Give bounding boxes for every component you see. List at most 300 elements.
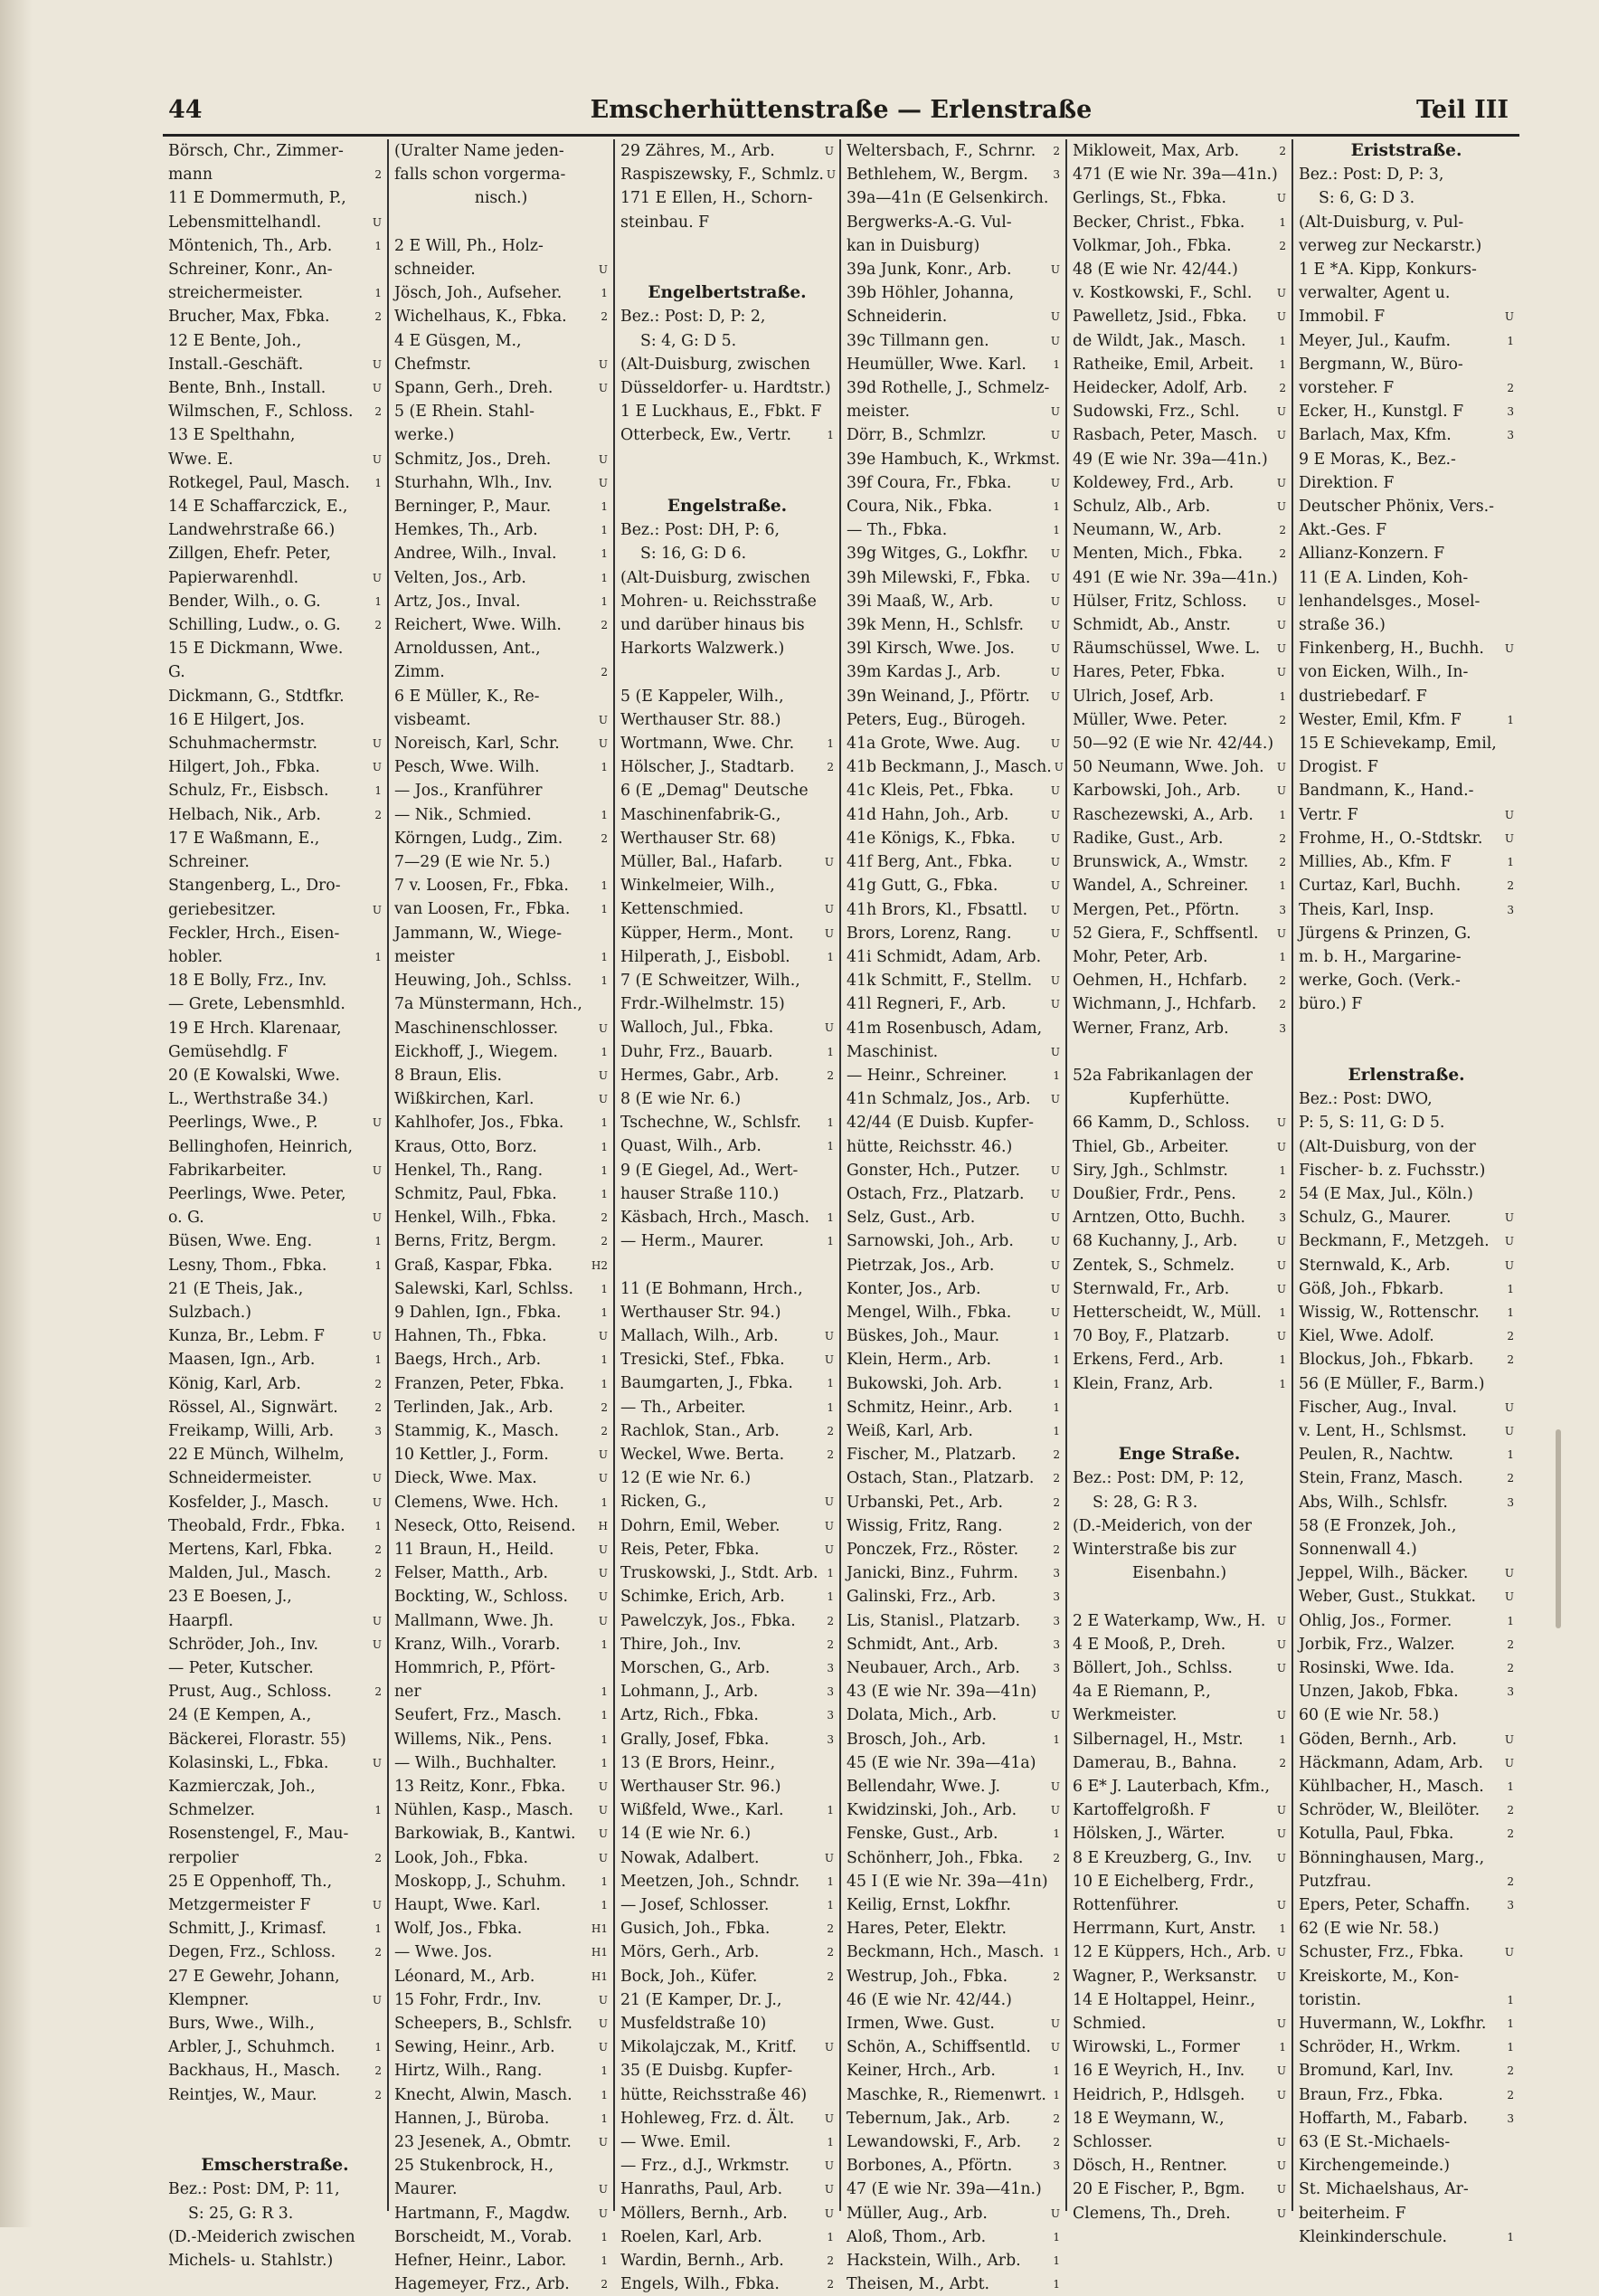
entry-line (1299, 2059, 1514, 2083)
entry-line (394, 2059, 608, 2083)
entry-text: Thire, Joh., Inv. (620, 1635, 742, 1654)
floor-marker: U (598, 2183, 608, 2196)
entry-line (168, 1372, 382, 1396)
floor-marker: U (1050, 831, 1060, 845)
floor-marker: 2 (374, 1946, 382, 1959)
entry-text: Weber, Gust., Stukkat. (1299, 1588, 1477, 1607)
entry-line (1073, 1870, 1286, 1893)
entry-line (394, 1396, 608, 1419)
street-heading (620, 281, 834, 305)
entry-text: Degen, Frz., Schloss. (168, 1943, 336, 1962)
floor-marker: 1 (827, 1804, 834, 1817)
entry-line (394, 1466, 608, 1490)
floor-marker: U (1054, 761, 1064, 774)
floor-marker: U (1050, 1780, 1060, 1794)
floor-marker: U (824, 1519, 834, 1532)
floor-marker: 2 (1507, 382, 1514, 395)
floor-marker: 1 (1279, 808, 1286, 821)
entry-text: Jeppel, Wilh., Bäcker. (1299, 1564, 1469, 1583)
entry-line (394, 1254, 608, 1277)
floor-marker: U (1276, 642, 1286, 656)
entry-text: Otterbeck, Ew., Vertr. (620, 426, 791, 445)
entry-text: Wester, Emil, Kfm. F (1299, 710, 1462, 729)
entry-line (847, 423, 1060, 447)
entry-text: Fischer- b. z. Fuchsstr.) (1299, 1161, 1486, 1180)
entry-line (847, 613, 1060, 637)
entry-text: Vertr. F (1299, 805, 1358, 824)
entry-text: 60 (E wie Nr. 58.) (1299, 1706, 1440, 1725)
floor-marker: U (1050, 2041, 1060, 2054)
entry-text: Werthauser Str. 68) (620, 829, 777, 848)
floor-marker: U (1276, 1116, 1286, 1130)
floor-marker: 1 (374, 1922, 382, 1936)
entry-text: Winkelmeier, Wilh., (620, 877, 775, 896)
entry-line (168, 1229, 382, 1253)
entry-line (620, 803, 834, 827)
entry-text: Hölscher, J., Stadtarb. (620, 758, 795, 777)
floor-marker: U (1276, 1235, 1286, 1248)
floor-marker: U (598, 382, 608, 395)
entry-line (847, 922, 1060, 945)
entry-line (168, 1965, 382, 1988)
entry-text: Schröder, Joh., Inv. (168, 1635, 319, 1654)
floor-marker: 1 (1053, 2088, 1060, 2102)
floor-marker: U (824, 856, 834, 869)
floor-marker: U (1050, 619, 1060, 632)
entry-line (1073, 1159, 1286, 1182)
entry-text: 14 E Holtappel, Heinr., (1073, 1990, 1256, 2009)
entry-line (847, 685, 1060, 708)
entry-line (168, 1277, 382, 1301)
entry-text: 45 (E wie Nr. 39a—41a) (847, 1753, 1036, 1772)
spacer (620, 1253, 834, 1276)
floor-marker: U (1504, 1400, 1514, 1414)
entry-text: Fenske, Gust., Arb. (847, 1825, 998, 1844)
entry-line (847, 234, 1060, 258)
floor-marker: U (1276, 2064, 1286, 2078)
floor-marker: 1 (827, 2135, 834, 2149)
floor-marker: U (1276, 2136, 1286, 2149)
floor-marker: U (1504, 1567, 1514, 1580)
floor-marker: 1 (601, 1353, 608, 1367)
entry-text: Raschezewski, A., Arb. (1073, 805, 1254, 824)
entry-text: büro.) F (1299, 995, 1363, 1014)
spacer (1073, 1585, 1286, 1608)
entry-text: Möntenich, Th., Arb. (168, 236, 333, 255)
entry-text: 39m Kardas J., Arb. (847, 663, 1001, 682)
entry-text: 46 (E wie Nr. 42/44.) (847, 1990, 1012, 2009)
entry-text: Duhr, Frz., Bauarb. (620, 1042, 773, 1061)
entry-line (394, 423, 608, 447)
entry-line (847, 874, 1060, 897)
entry-text: Kiel, Wwe. Adolf. (1299, 1327, 1434, 1346)
entry-line (394, 992, 608, 1016)
entry-line (1073, 1229, 1286, 1253)
entry-line (168, 1348, 382, 1371)
floor-marker: 1 (827, 950, 834, 963)
entry-text: Borscheidt, M., Vorab. (394, 2227, 572, 2246)
entry-line (620, 1609, 834, 1633)
floor-marker: 2 (1507, 1661, 1514, 1675)
entry-text: Epers, Peter, Schaffn. (1299, 1896, 1471, 1914)
entry-text: Quast, Wilh., Arb. (620, 1137, 762, 1156)
entry-text: werke.) (394, 426, 455, 445)
entry-text: Rössel, Al., Signwärt. (168, 1398, 338, 1417)
entry-line (394, 1965, 608, 1988)
entry-text: 471 (E wie Nr. 39a—41n.) (1073, 166, 1278, 185)
entry-text: Sudowski, Frz., Schl. (1073, 403, 1240, 422)
entry-text: Silbernagel, H., Mstr. (1073, 1730, 1244, 1749)
entry-line (847, 1182, 1060, 1206)
entry-text: Seufert, Frz., Masch. (394, 1706, 563, 1725)
entry-line (168, 566, 382, 590)
entry-text: hobler. (168, 947, 223, 966)
entry-text: 7 v. Loosen, Fr., Fbka. (394, 877, 569, 896)
entry-text: Nowak, Adalbert. (620, 1848, 760, 1867)
entry-line (1073, 637, 1286, 660)
entry-text: 20 E Fischer, P., Bgm. (1073, 2180, 1245, 2199)
floor-marker: U (1050, 547, 1060, 561)
floor-marker: 3 (1053, 1662, 1060, 1675)
entry-line (394, 258, 608, 281)
entry-text: — Grete, Lebensmhld. (168, 995, 345, 1014)
entry-text: Sonnenwall 4.) (1299, 1540, 1417, 1559)
floor-marker: 2 (1507, 1804, 1514, 1817)
entry-text: verweg zur Neckarstr.) (1299, 236, 1482, 255)
street-heading (620, 495, 834, 518)
entry-text: Schmelzer. (168, 1801, 255, 1820)
floor-marker: U (1050, 2017, 1060, 2031)
entry-line (168, 1846, 382, 1870)
floor-marker: U (1050, 1211, 1060, 1225)
entry-line (847, 1229, 1060, 1253)
entry-line (847, 2202, 1060, 2225)
entry-line (1299, 1846, 1514, 1870)
entry-line (168, 1751, 382, 1775)
entry-line (847, 1870, 1060, 1893)
floor-marker: U (372, 215, 382, 229)
entry-line (394, 1111, 608, 1134)
entry-line (1299, 1822, 1514, 1845)
entry-line (1299, 1419, 1514, 1443)
entry-text: rerpolier (168, 1848, 239, 1867)
floor-marker: 3 (1053, 2159, 1060, 2173)
entry-text: Haarpfl. (168, 1611, 234, 1630)
entry-text: Schuster, Frz., Fbka. (1299, 1943, 1464, 1962)
entry-text: Kotulla, Paul, Fbka. (1299, 1825, 1454, 1844)
floor-marker: U (1504, 310, 1514, 324)
spacer (1299, 1017, 1514, 1040)
entry-line (168, 969, 382, 992)
entry-text: S: 28, G: R 3. (1093, 1493, 1198, 1512)
entry-text: Jürgens & Prinzen, G. (1299, 924, 1471, 943)
entry-line (168, 2035, 382, 2059)
entry-line (1073, 258, 1286, 281)
entry-line (1073, 1728, 1286, 1751)
entry-line (620, 2249, 834, 2272)
entry-text: Pawelletz, Jsid., Fbka. (1073, 308, 1247, 327)
entry-text: 12 (E wie Nr. 6.) (620, 1469, 752, 1488)
entry-line (847, 1633, 1060, 1656)
floor-marker: 1 (1279, 1732, 1286, 1746)
entry-text: Kolasinski, L., Fbka. (168, 1753, 329, 1772)
entry-text: Mohr, Peter, Arb. (1073, 947, 1208, 966)
entry-text: Bockting, W., Schloss. (394, 1588, 568, 1607)
entry-line (394, 518, 608, 542)
entry-line (1073, 1466, 1286, 1490)
entry-text: Hartmann, F., Magdw. (394, 2204, 571, 2223)
entry-text: m. b. H., Margarine- (1299, 947, 1462, 966)
floor-marker: U (1504, 831, 1514, 845)
entry-text: St. Michaelshaus, Ar- (1299, 2180, 1469, 2199)
entry-line (168, 708, 382, 732)
floor-marker: 1 (827, 737, 834, 750)
floor-marker: 2 (1053, 1448, 1060, 1462)
entry-text: Heidrich, P., Hdlsgeh. (1073, 2085, 1245, 2104)
entry-text: Hahnen, Th., Fbka. (394, 1327, 547, 1346)
entry-text: Neseck, Otto, Reisend. (394, 1516, 576, 1535)
floor-marker: 2 (1507, 1330, 1514, 1343)
entry-text: Ostach, Stan., Platzarb. (847, 1469, 1035, 1488)
entry-text: Akt.-Ges. F (1299, 521, 1387, 540)
entry-text: 48 (E wie Nr. 42/44.) (1073, 261, 1238, 280)
entry-line (620, 1277, 834, 1301)
floor-marker: 1 (827, 1400, 834, 1414)
entry-text: 2 E Waterkamp, Ww., H. (1073, 1611, 1266, 1630)
entry-line (1299, 518, 1514, 542)
entry-line (1073, 400, 1286, 423)
entry-text: Bäckerei, Florastr. 55) (168, 1730, 346, 1749)
floor-marker: U (372, 1637, 382, 1651)
floor-marker: 1 (1279, 879, 1286, 893)
street-name: Engelbertstraße. (648, 283, 807, 303)
entry-line (1073, 2202, 1286, 2225)
entry-line (1299, 898, 1514, 922)
page-binding-shadow (0, 0, 33, 2227)
entry-line (1073, 1656, 1286, 1680)
entry-line (1299, 2012, 1514, 2035)
entry-line (847, 1656, 1060, 1680)
floor-marker: 1 (1279, 1353, 1286, 1367)
floor-marker: 1 (1507, 1448, 1514, 1462)
entry-line (1299, 992, 1514, 1016)
entry-line (394, 874, 608, 897)
entry-line (1299, 1775, 1514, 1798)
entry-text: Ulrich, Josef, Arb. (1073, 687, 1215, 706)
entry-text: Fischer, Aug., Inval. (1299, 1398, 1457, 1417)
entry-line (847, 2225, 1060, 2249)
entry-line (1073, 305, 1286, 328)
entry-text: 39c Tillmann gen. (847, 331, 989, 350)
entry-line (1299, 1656, 1514, 1680)
entry-line (168, 1087, 382, 1111)
entry-text: Irmen, Wwe. Gust. (847, 2015, 995, 2034)
entry-text: Klempner. (168, 1990, 250, 2009)
floor-marker: 1 (601, 524, 608, 537)
floor-marker: U (1276, 1851, 1286, 1864)
street-heading (1299, 139, 1514, 163)
floor-marker: U (1504, 1756, 1514, 1769)
entry-text: 4 E Mooß, P., Dreh. (1073, 1635, 1226, 1654)
street-name: Engelstraße. (667, 496, 788, 516)
floor-marker: 1 (827, 429, 834, 442)
entry-line (394, 329, 608, 353)
entry-text: Chefmstr. (394, 355, 472, 374)
floor-marker: 1 (601, 594, 608, 608)
entry-line (1073, 1775, 1286, 1798)
entry-line (394, 2012, 608, 2035)
entry-text: Terlinden, Jak., Arb. (394, 1398, 554, 1417)
entry-text: Koldewey, Frd., Arb. (1073, 473, 1235, 492)
entry-line (394, 1585, 608, 1608)
entry-text: Dösch, H., Rentner. (1073, 2157, 1227, 2176)
entry-text: Schönherr, Joh., Fbka. (847, 1848, 1024, 1867)
entry-line (168, 1561, 382, 1585)
floor-marker: 2 (601, 310, 608, 324)
entry-line (1073, 139, 1286, 163)
entry-text: Mörs, Gerh., Arb. (620, 1943, 760, 1962)
entry-text: Brors, Lorenz, Rang. (847, 924, 1012, 943)
entry-line (1073, 1561, 1286, 1585)
floor-marker: U (372, 1163, 382, 1177)
entry-line (394, 1419, 608, 1443)
entry-line (1073, 1064, 1286, 1087)
entry-line (394, 969, 608, 992)
entry-text: Mohren- u. Reichsstraße (620, 592, 817, 611)
floor-marker: U (1504, 1258, 1514, 1272)
floor-marker: U (1504, 808, 1514, 821)
entry-text: verwalter, Agent u. (1299, 284, 1451, 303)
floor-marker: 2 (374, 1685, 382, 1699)
entry-line (1299, 732, 1514, 755)
entry-line (1073, 613, 1286, 637)
entry-text: meister. (847, 403, 911, 422)
entry-line (620, 708, 834, 732)
entry-line (1299, 471, 1514, 495)
entry-text: 9 E Moras, K., Bez.- (1299, 450, 1456, 469)
entry-text: Wißfeld, Wwe., Karl. (620, 1801, 784, 1820)
floor-marker: U (1050, 310, 1060, 324)
entry-line (847, 637, 1060, 660)
floor-marker: U (598, 1780, 608, 1793)
entry-text: vorsteher. F (1299, 379, 1395, 398)
entry-text: Westrup, Joh., Fbka. (847, 1967, 1008, 1986)
floor-marker: U (598, 1472, 608, 1485)
entry-line (168, 281, 382, 305)
entry-line (1073, 1277, 1286, 1301)
entry-text: Millies, Ab., Kfm. F (1299, 853, 1452, 872)
entry-line (168, 1680, 382, 1703)
floor-marker: U (598, 357, 608, 371)
entry-text: Dieck, Wwe. Max. (394, 1469, 537, 1488)
floor-marker: 2 (601, 1235, 608, 1248)
entry-text: 7a Münstermann, Hch., (394, 995, 582, 1014)
entry-line (168, 2202, 382, 2225)
floor-marker: U (372, 1614, 382, 1627)
entry-text: Karbowski, Joh., Arb. (1073, 782, 1241, 801)
floor-marker: U (372, 1495, 382, 1509)
entry-line (847, 2012, 1060, 2035)
entry-line (1299, 305, 1514, 328)
entry-line (847, 1609, 1060, 1633)
entry-line (168, 1159, 382, 1182)
floor-marker: 2 (1053, 2111, 1060, 2125)
entry-line (620, 874, 834, 897)
floor-marker: 2 (374, 405, 382, 419)
entry-text: Léonard, M., Arb. (394, 1967, 535, 1986)
floor-marker: U (1276, 594, 1286, 608)
entry-line (847, 2035, 1060, 2059)
entry-text: Meyer, Jul., Kaufm. (1299, 331, 1451, 350)
floor-marker: 1 (1053, 1946, 1060, 1959)
entry-line (620, 1087, 834, 1111)
entry-line (847, 1277, 1060, 1301)
entry-line (1073, 163, 1286, 186)
entry-text: Göß, Joh., Fbkarb. (1299, 1279, 1444, 1298)
entry-line (168, 1893, 382, 1917)
page-header (163, 96, 1519, 132)
entry-line (1073, 922, 1286, 945)
entry-line (394, 1538, 608, 1561)
floor-marker: 3 (1279, 903, 1286, 916)
entry-text: S: 25, G: R 3. (188, 2204, 294, 2223)
entry-line (1299, 803, 1514, 827)
entry-line (620, 1348, 834, 1371)
entry-text: — Th., Fbka. (847, 521, 948, 540)
entry-line (620, 376, 834, 400)
entry-line (1073, 803, 1286, 827)
entry-text: Papierwarenhdl. (168, 568, 299, 587)
street-name: Eriststraße. (1350, 141, 1462, 160)
floor-marker: 2 (1507, 1472, 1514, 1485)
entry-line (1073, 1087, 1286, 1111)
floor-marker: U (1504, 1235, 1514, 1248)
entry-line (394, 542, 608, 565)
entry-line (394, 471, 608, 495)
entry-line (168, 732, 382, 755)
floor-marker: U (1504, 1424, 1514, 1437)
spacer (620, 258, 834, 281)
entry-text: 49 (E wie Nr. 39a—41n.) (1073, 450, 1268, 469)
entry-text: 11 (E A. Linden, Koh- (1299, 568, 1469, 587)
entry-line (1299, 1703, 1514, 1727)
entry-text: Theis, Karl, Insp. (1299, 900, 1434, 919)
floor-marker: 2 (374, 1567, 382, 1580)
floor-marker: U (824, 1495, 834, 1509)
entry-text: van Loosen, Fr., Fbka. (394, 900, 571, 919)
entry-text: Finkenberg, H., Buchh. (1299, 640, 1484, 659)
entry-text: Mallach, Wilh., Arb. (620, 1327, 779, 1346)
entry-text: Schmitz, Paul, Fbka. (394, 1184, 557, 1203)
spacer (1299, 1040, 1514, 1064)
floor-marker: H1 (591, 1946, 608, 1959)
entry-text: Hannen, J., Büroba. (394, 2109, 550, 2128)
entry-line (394, 1940, 608, 1964)
floor-marker: 2 (601, 666, 608, 679)
entry-text: Kreiskorte, M., Kon- (1299, 1967, 1460, 1986)
entry-text: Jammann, W., Wiege- (394, 924, 563, 943)
entry-line (1073, 1609, 1286, 1633)
entry-text: Mergen, Pet., Pförtn. (1073, 900, 1240, 919)
entry-text: Moskopp, J., Schuhm. (394, 1872, 566, 1891)
entry-line (847, 1822, 1060, 1845)
floor-marker: U (1050, 1305, 1060, 1319)
entry-line (1299, 1182, 1514, 1206)
entry-line (847, 1466, 1060, 1490)
entry-text: — Nik., Schmied. (394, 805, 532, 824)
entry-text: Sarnowski, Joh., Arb. (847, 1232, 1014, 1251)
entry-text: Maschinist. (847, 1042, 939, 1061)
